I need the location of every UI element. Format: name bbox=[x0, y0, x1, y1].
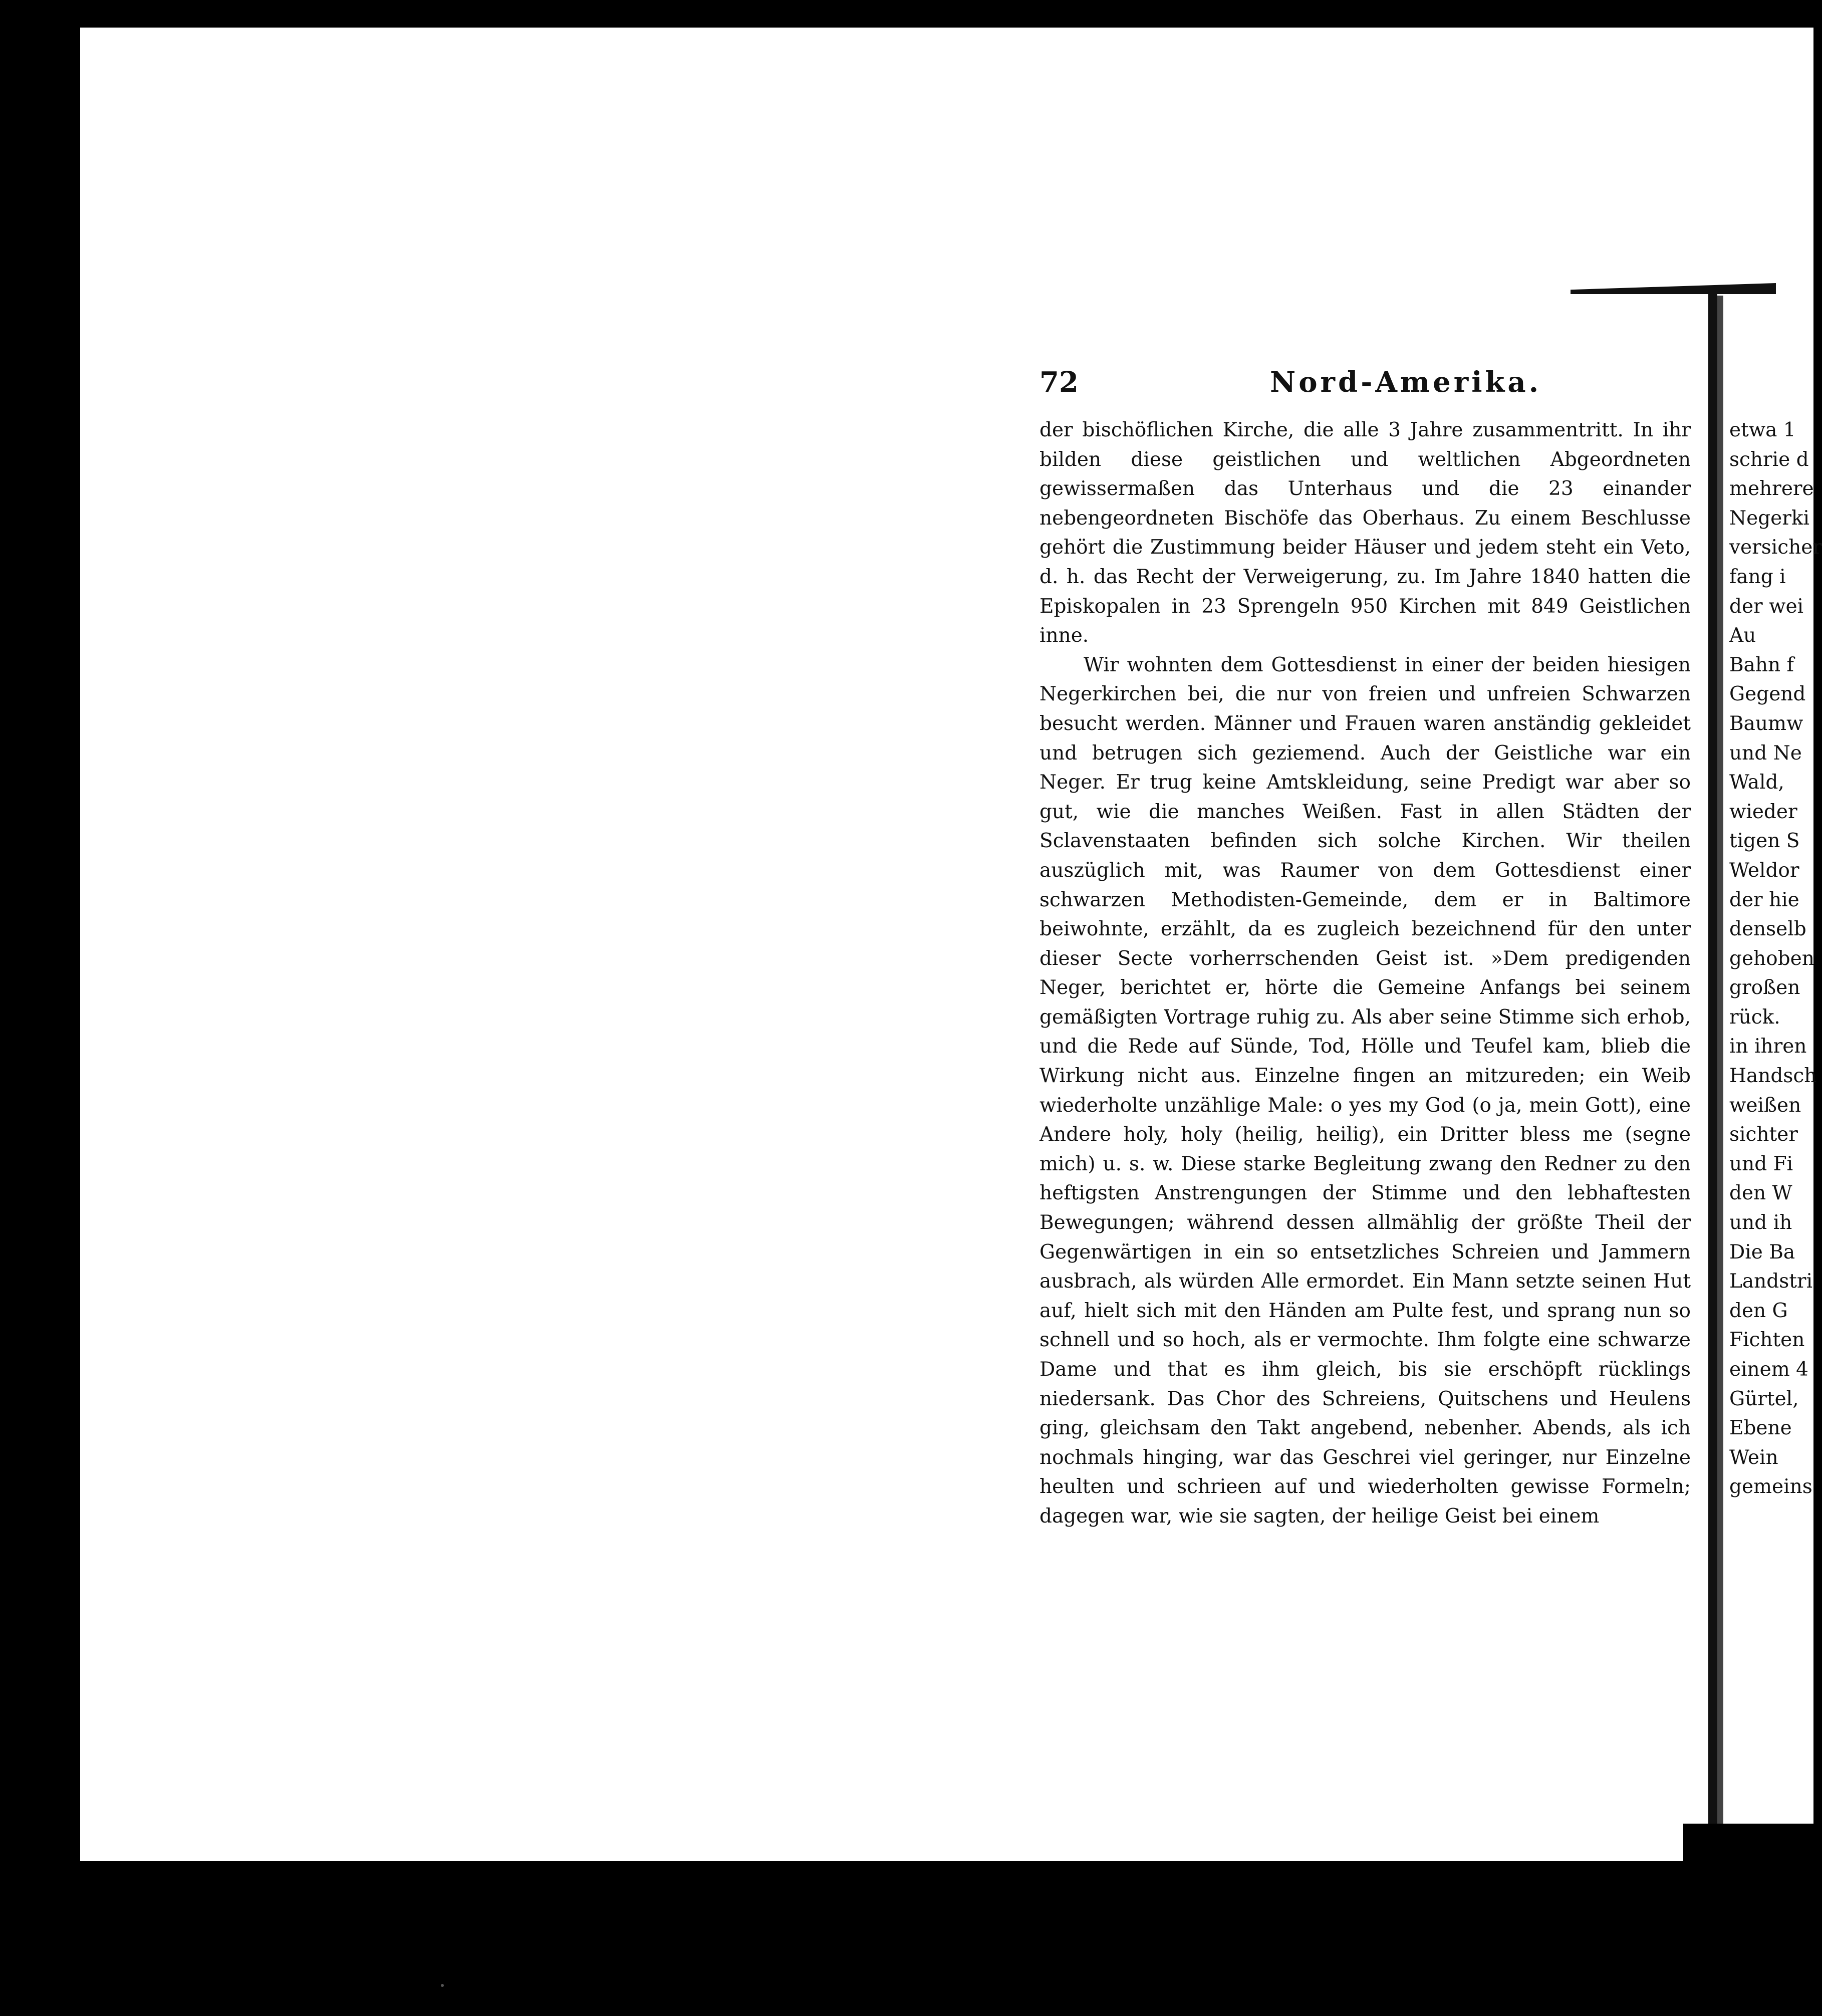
facing-page-line: gehoben bbox=[1729, 947, 1814, 970]
facing-page-line: sichter bbox=[1729, 1123, 1798, 1146]
facing-page-line: Landstri bbox=[1729, 1270, 1813, 1293]
page-header bbox=[1039, 366, 1691, 401]
binding-gutter-foot bbox=[1683, 1824, 1813, 1879]
scan-top-border bbox=[0, 0, 1813, 28]
facing-page-line: rück. bbox=[1729, 1005, 1780, 1029]
facing-page-line: und Fi bbox=[1729, 1152, 1793, 1175]
binding-gutter bbox=[1708, 286, 1717, 1824]
binding-gutter-shadow bbox=[1717, 296, 1723, 1829]
facing-page-line: den G bbox=[1729, 1299, 1788, 1322]
facing-page-line: Ebene bbox=[1729, 1417, 1792, 1440]
scan-bottom-border bbox=[0, 1861, 1813, 2016]
facing-page-line: gemeins bbox=[1729, 1475, 1812, 1498]
facing-page-line: denselb bbox=[1729, 918, 1806, 941]
facing-page-line: Negerki bbox=[1729, 507, 1809, 530]
facing-page-line: Bahn f bbox=[1729, 653, 1794, 676]
facing-page-line: und Ne bbox=[1729, 741, 1802, 765]
facing-page-line: Wein bbox=[1729, 1446, 1778, 1469]
facing-page-line: weißen bbox=[1729, 1094, 1801, 1117]
facing-page-line: tigen S bbox=[1729, 830, 1800, 853]
facing-page-line: Fichten bbox=[1729, 1329, 1805, 1352]
facing-page-line: etwa 1 bbox=[1729, 419, 1796, 441]
facing-page-line: einem 4 bbox=[1729, 1358, 1808, 1381]
facing-page-line: fang i bbox=[1729, 565, 1786, 588]
facing-page-line: großen bbox=[1729, 976, 1800, 999]
facing-page-line: der wei bbox=[1729, 595, 1804, 618]
facing-page-line: Handsch bbox=[1729, 1065, 1817, 1088]
facing-page-line: schrie d bbox=[1729, 448, 1809, 471]
facing-page-text bbox=[1729, 416, 1822, 1498]
scan-left-border bbox=[0, 0, 80, 2016]
page-number: 72 bbox=[1039, 366, 1079, 399]
facing-page-line: Baumw bbox=[1729, 712, 1803, 735]
facing-page-line: in ihren bbox=[1729, 1035, 1807, 1058]
facing-page-line: Gegend bbox=[1729, 683, 1806, 706]
facing-page-line: mehrere bbox=[1729, 477, 1814, 500]
facing-page-line: wieder bbox=[1729, 800, 1797, 823]
running-title: Nord-Amerika. bbox=[1270, 366, 1542, 399]
facing-page-line: Gürtel, bbox=[1729, 1387, 1799, 1410]
facing-page-line: den W bbox=[1729, 1182, 1792, 1205]
facing-page-line: versicher bbox=[1729, 536, 1822, 559]
facing-page-line: und ih bbox=[1729, 1211, 1792, 1234]
facing-page-line: Weldor bbox=[1729, 859, 1799, 882]
paragraph-continued: der bischöflichen Kirche, die alle 3 Jahre zusammentritt. In ihr bilden diese geistlichen und weltlichen Abgeordneten gewissermaßen das Unterhaus und die 23 einander nebengeordneten Bischöfe das Oberhaus. Zu einem Beschlusse gehört die Zustimmung beider Häuser und jedem steht ein Veto, d. h. das Recht der Verweigerung, zu. Im Jahre 1840 hatten die Episkopalen in 23 Sprengeln 950 Kirchen mit 849 Geistlichen inne. bbox=[1039, 419, 1691, 647]
facing-page-line: Die Ba bbox=[1729, 1240, 1795, 1264]
main-text-column bbox=[1039, 416, 1691, 1528]
facing-page-line: der hie bbox=[1729, 888, 1799, 911]
paragraph-negro-church: Wir wohnten dem Gottesdienst in einer der beiden hiesigen Negerkirchen bei, die nur von freien und unfreien Schwarzen besucht werden. Männer und Frauen waren anständig gekleidet und betrugen sich geziemend. Auch der Geistliche war ein Neger. Er trug keine Amtskleidung, seine Predigt war aber so gut, wie die manches Weißen. Fast in allen Städten der Sclavenstaaten befinden sich solche Kirchen. Wir theilen auszüglich mit, was Raumer von dem Gottesdienst einer schwarzen Methodisten-Gemeinde, dem er in Baltimore beiwohnte, erzählt, da es zugleich bezeichnend für den unter dieser Secte vorherrschenden Geist ist. »Dem predigenden Neger, berichtet er, hörte die Gemeine Anfangs bei seinem gemäßigten Vortrage ruhig zu. Als aber seine Stimme sich erhob, und die Rede auf Sünde, Tod, Hölle und Teufel kam, blieb die Wirkung nicht aus. Einzelne fingen an mitzureden; ein Weib wiederholte unzählige Male: o yes my God (o ja, mein Gott), eine Andere holy, holy (heilig, heilig), ein Dritter bless me (segne mich) u. s. w. Diese starke Begleitung zwang den Redner zu den heftigsten Anstrengungen der Stimme und den lebhaftesten Bewegungen; während dessen allmählig der größte Theil der Gegenwärtigen in ein so entsetzliches Schreien und Jammern ausbrach, als würden Alle ermordet. Ein Mann setzte seinen Hut auf, hielt sich mit den Händen am Pulte fest, und sprang nun so schnell und so hoch, als er vermochte. Ihm folgte eine schwarze Dame und that es ihm gleich, bis sie erschöpft rücklings niedersank. Das Chor des Schreiens, Quitschens und Heulens ging, gleichsam den Takt angebend, nebenher. Abends, als ich nochmals hinging, war das Geschrei viel geringer, nur Einzelne heulten und schrieen auf und wiederholten gewisse Formeln; dagegen war, wie sie sagten, der heilige Geist bei einem bbox=[1039, 653, 1691, 1528]
facing-page-line: Au bbox=[1729, 624, 1756, 647]
scan-speck bbox=[441, 1984, 444, 1987]
facing-page-line: Wald, bbox=[1729, 771, 1784, 794]
